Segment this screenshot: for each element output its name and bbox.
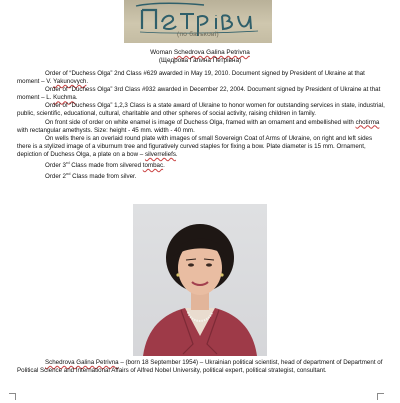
caption-line — [0, 49, 400, 57]
paragraph: Order of “Duchess Olga” 1,2,3 Class is a state award of Ukraine to honor women for outstanding services in state, industrial, public, scientific, educational, cultural, charitable and other spheres of social activity, raising children in family. — [17, 102, 385, 118]
bio-name: Schedrova Galina Petrivna — [45, 359, 119, 366]
bio-description: – (born 18 September 1954) – Ukrainian political scientist, head of department of Department of Political Science and International Affairs of Alfred Nobel University, political expert, political strategist, consultant. — [17, 359, 383, 375]
caption-native-name: (Щедрова Галина Петрівна) — [158, 57, 242, 64]
bio-paragraph — [17, 359, 385, 375]
paragraph: Order of “Duchess Olga” 3rd Class #932 awarded in December 22, 2004. Document signed by President of Ukraine at that moment – L. Kuchma. — [17, 86, 381, 102]
class3-line: Order 3rd Class made from silvered tombac. — [45, 160, 165, 170]
portrait-image — [133, 204, 267, 356]
crop-mark-bottom-left — [9, 393, 16, 400]
paragraph: On wells there is an overlaid round plate with images of small Sovereign Coat of Arms of Ukraine, on right and left sides there is a stylized image of a viburnum tree and figuratively curved staples for fixing a bow. Plate diameter is 15 mm. Ornament, depiction of Duchess Olga, a plate on a bow – silverreliefs. — [17, 134, 373, 158]
paragraph: Order of “Duchess Olga” 2nd Class #629 awarded in May 19, 2010. Document signed by President of Ukraine at that moment – V. Yakunovych. — [17, 70, 365, 86]
caption-name: Schedrova Galina Petrivna — [173, 49, 250, 56]
class2-line: Order 2nd Class made from silver. — [45, 171, 137, 181]
portrait-photo — [133, 204, 267, 356]
body-text — [17, 70, 385, 181]
handwriting-banner-image — [124, 0, 272, 43]
caption-prefix: Woman — [150, 49, 174, 56]
bio-text — [17, 359, 385, 375]
banner-subtitle: (по батькові) — [176, 31, 219, 38]
crop-mark-bottom-right — [377, 393, 384, 400]
paragraph: On front side of order on white enamel is image of Duchess Olga, framed with an ornament and embellished with chotirma with rectangular amethysts. Size: height - 45 mm. width - 40 mm. — [17, 118, 380, 134]
